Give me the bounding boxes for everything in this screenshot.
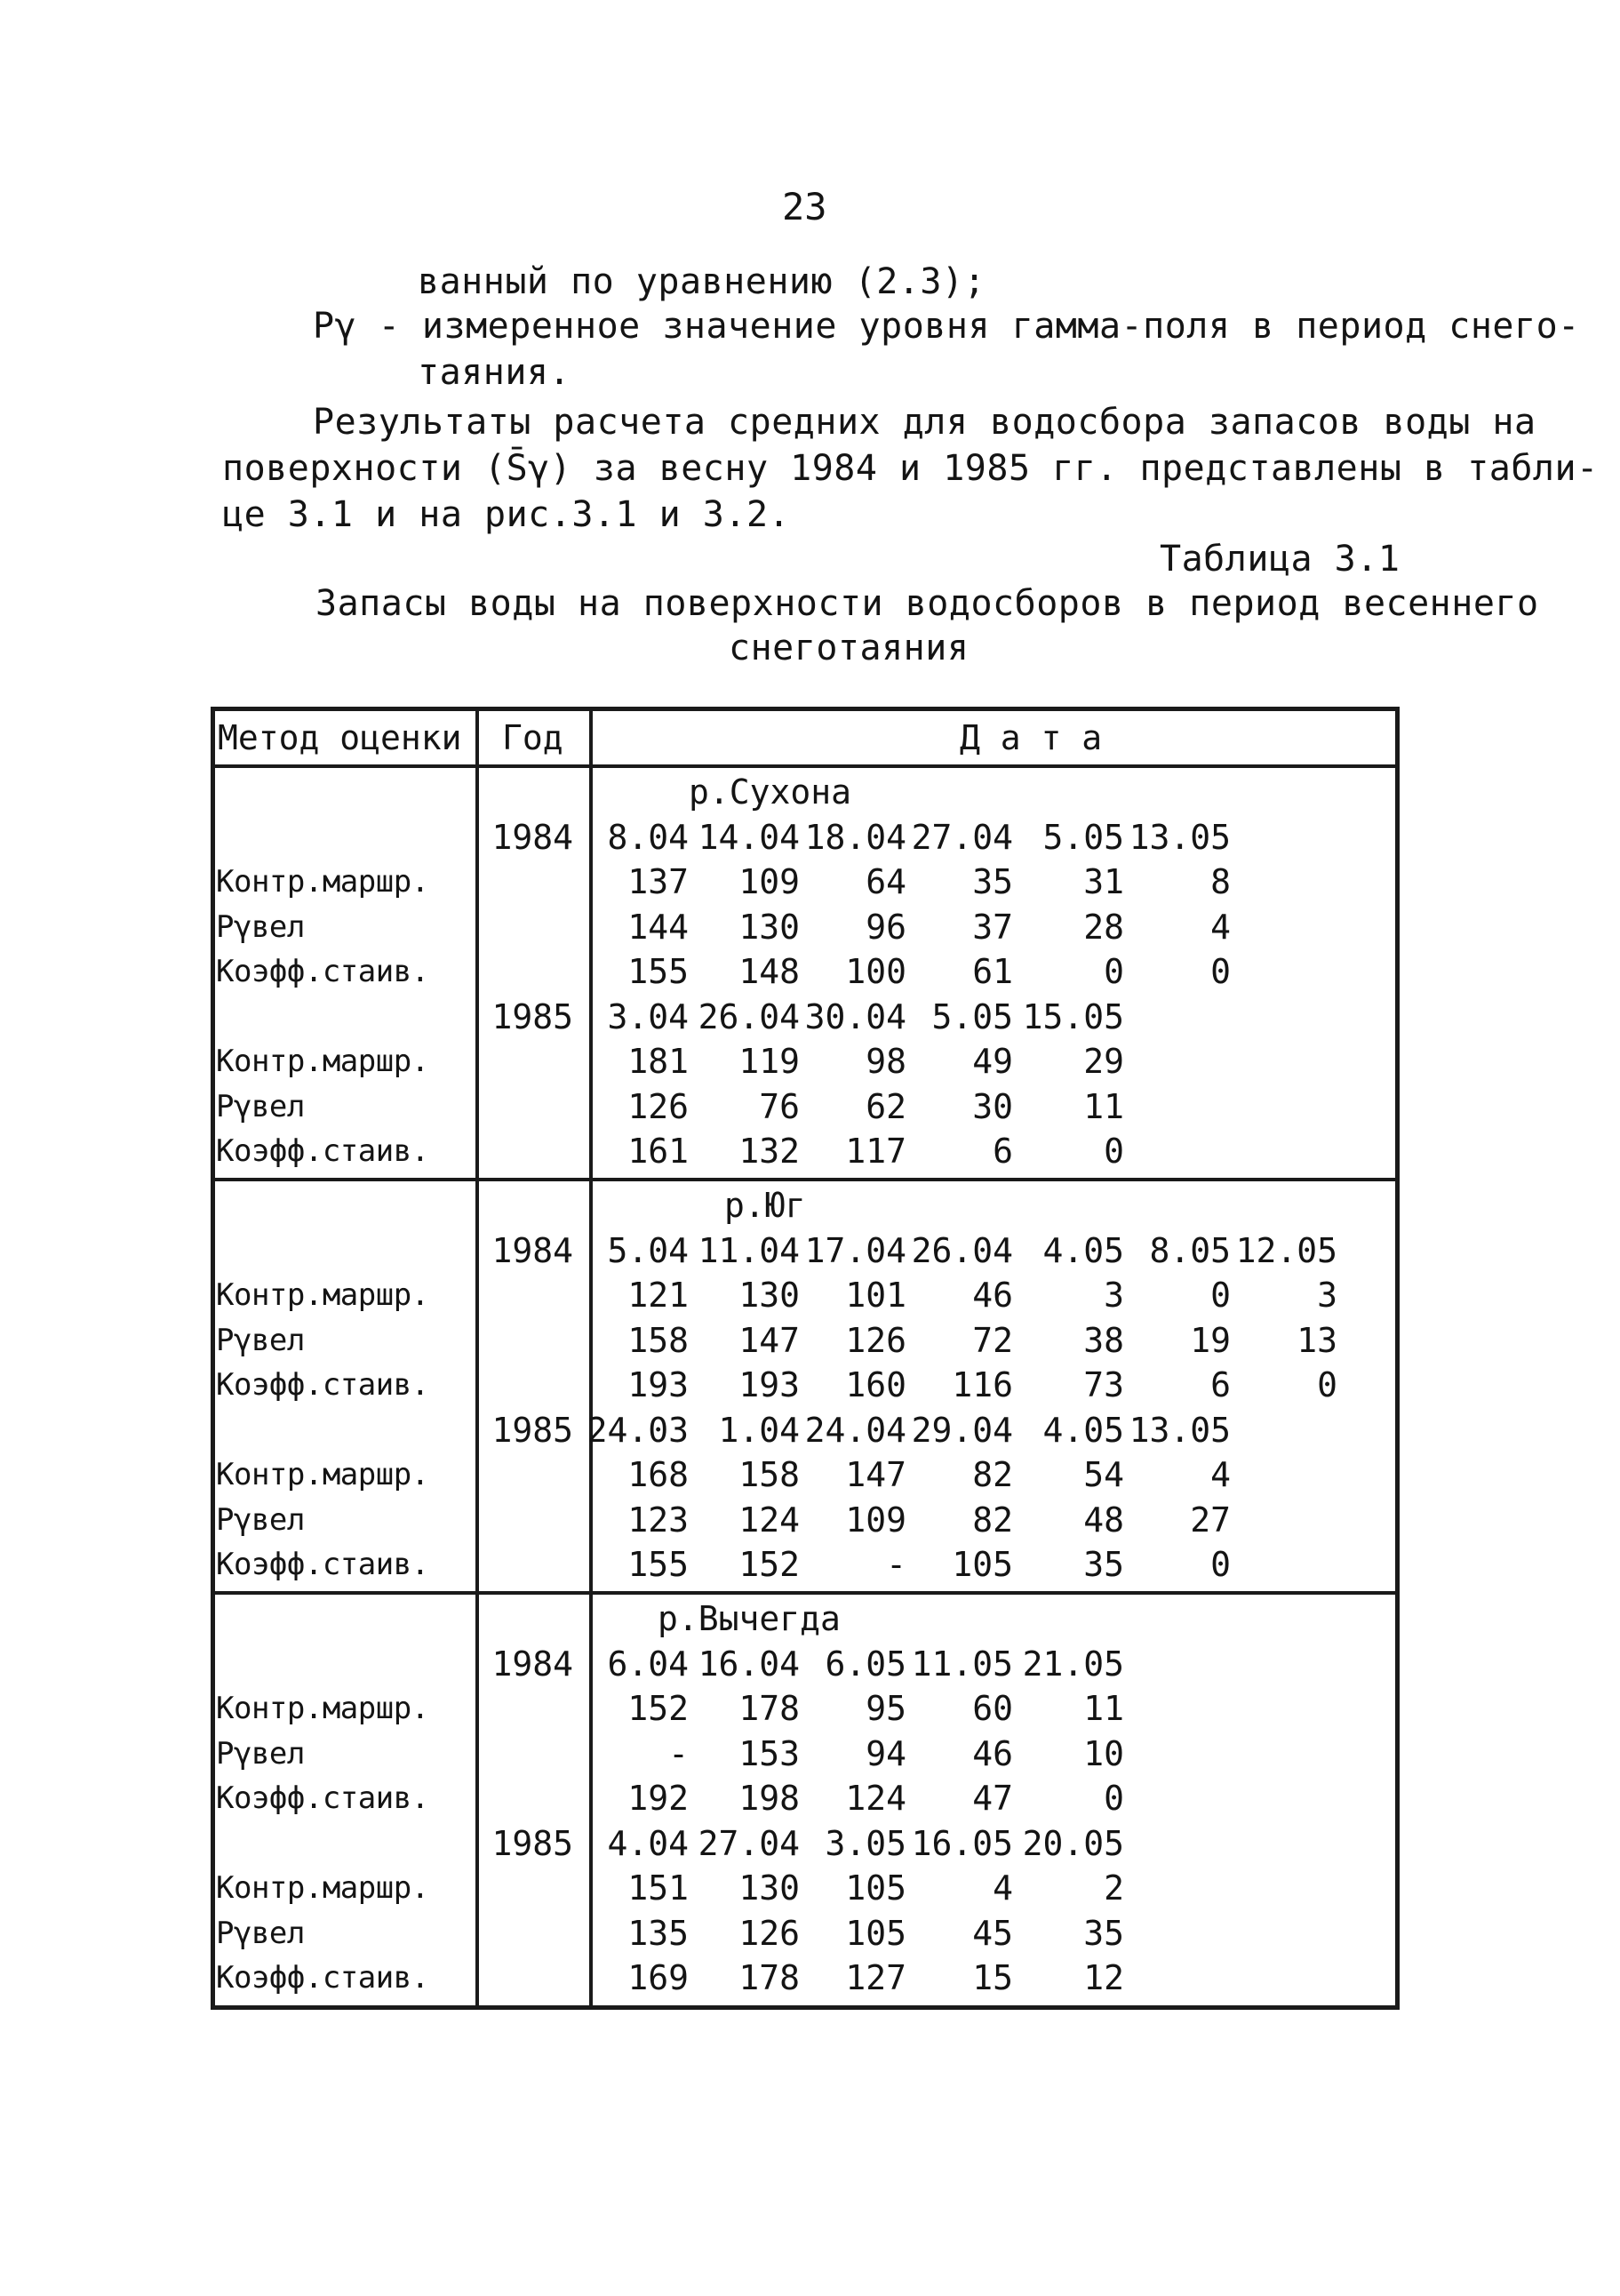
date-cell: 26.04	[698, 996, 800, 1036]
text-line: Результаты расчета средних для водосбора запасов воды на	[313, 402, 1536, 443]
value-cell: 2	[1104, 1868, 1124, 1908]
value-cell: 130	[738, 1868, 800, 1908]
value-cell: 193	[627, 1365, 689, 1404]
value-cell: 61	[972, 952, 1013, 991]
year-cell: 1985	[491, 1823, 573, 1863]
method-label: Контр.маршр.	[216, 1044, 429, 1079]
date-cell: 29.04	[911, 1410, 1013, 1450]
date-cell: 15.05	[1022, 996, 1124, 1036]
value-cell: 0	[1104, 1779, 1124, 1818]
value-cell: 158	[738, 1455, 800, 1494]
value-cell: 121	[627, 1276, 689, 1315]
value-cell: 101	[845, 1276, 906, 1315]
value-cell: 45	[972, 1913, 1013, 1953]
date-cell: 3.05	[825, 1823, 906, 1863]
date-cell: 6.04	[607, 1644, 689, 1684]
value-cell: 130	[738, 907, 800, 947]
date-cell: 5.05	[931, 996, 1013, 1036]
value-cell: 105	[845, 1913, 906, 1953]
date-cell: 4.04	[607, 1823, 689, 1863]
value-cell: 105	[952, 1545, 1013, 1584]
value-cell: 0	[1104, 952, 1124, 991]
header-method: Метод оценки	[218, 718, 462, 757]
year-cell: 1984	[491, 817, 573, 857]
value-cell: 27	[1190, 1500, 1231, 1540]
table-title-line2: снеготаяния	[729, 628, 970, 668]
value-cell: 4	[1210, 1455, 1231, 1494]
method-label: Контр.маршр.	[216, 1691, 429, 1726]
page-number: 23	[782, 185, 827, 228]
date-cell: 16.05	[911, 1823, 1013, 1863]
value-cell: 3	[1104, 1276, 1124, 1315]
value-cell: 11	[1083, 1689, 1124, 1728]
method-label: Pγвел	[216, 1915, 305, 1951]
text-line: Pγ - измеренное значение уровня гамма-поля в период снего-	[313, 306, 1580, 347]
date-cell: 16.04	[698, 1644, 800, 1684]
date-cell: 17.04	[804, 1230, 906, 1270]
river-name: р.Сухона	[689, 772, 852, 812]
value-cell: 37	[972, 907, 1013, 947]
date-cell: 8.04	[607, 817, 689, 857]
method-label: Коэфф.стаив.	[216, 1367, 429, 1403]
value-cell: 49	[972, 1042, 1013, 1081]
year-cell: 1984	[491, 1644, 573, 1684]
value-cell: 38	[1083, 1320, 1124, 1360]
value-cell: 47	[972, 1779, 1013, 1818]
value-cell: 94	[866, 1733, 906, 1773]
value-cell: 155	[627, 952, 689, 991]
value-cell: 0	[1210, 952, 1231, 991]
value-cell: 192	[627, 1779, 689, 1818]
text-line: ванный по уравнению (2.3);	[418, 261, 986, 302]
value-cell: 147	[738, 1320, 800, 1360]
method-label: Коэфф.стаив.	[216, 1960, 429, 1996]
value-cell: 132	[738, 1132, 800, 1171]
method-label: Pγвел	[216, 1501, 305, 1538]
value-cell: 105	[845, 1868, 906, 1908]
value-cell: 98	[866, 1042, 906, 1081]
value-cell: 126	[627, 1086, 689, 1126]
method-label: Коэфф.стаив.	[216, 1780, 429, 1816]
value-cell: 152	[627, 1689, 689, 1728]
date-cell: 5.05	[1042, 817, 1124, 857]
date-cell: 13.05	[1129, 1410, 1231, 1450]
text-line: це 3.1 и на рис.3.1 и 3.2.	[222, 494, 791, 535]
value-cell: 82	[972, 1455, 1013, 1494]
value-cell: 8	[1210, 862, 1231, 901]
value-cell: 0	[1104, 1132, 1124, 1171]
value-cell: 31	[1083, 862, 1124, 901]
date-cell: 27.04	[698, 1823, 800, 1863]
value-cell: 0	[1210, 1276, 1231, 1315]
value-cell: 3	[1317, 1276, 1337, 1315]
table-divider	[475, 707, 479, 2010]
date-cell: 26.04	[911, 1230, 1013, 1270]
year-cell: 1985	[491, 1410, 573, 1450]
value-cell: 109	[845, 1500, 906, 1540]
date-cell: 24.03	[587, 1410, 689, 1450]
value-cell: 124	[738, 1500, 800, 1540]
value-cell: 72	[972, 1320, 1013, 1360]
header-year: Год	[502, 718, 563, 757]
date-cell: 11.05	[911, 1644, 1013, 1684]
value-cell: 15	[972, 1958, 1013, 1997]
value-cell: 96	[866, 907, 906, 947]
value-cell: 35	[972, 862, 1013, 901]
value-cell: 147	[845, 1455, 906, 1494]
table-label: Таблица 3.1	[1160, 539, 1401, 580]
value-cell: 155	[627, 1545, 689, 1584]
value-cell: 6	[1210, 1365, 1231, 1404]
value-cell: 119	[738, 1042, 800, 1081]
value-cell: 116	[952, 1365, 1013, 1404]
date-cell: 8.05	[1149, 1230, 1231, 1270]
value-cell: 12	[1083, 1958, 1124, 1997]
value-cell: 54	[1083, 1455, 1124, 1494]
date-cell: 27.04	[911, 817, 1013, 857]
value-cell: 178	[738, 1958, 800, 1997]
table-divider	[211, 1591, 1400, 1595]
date-cell: 3.04	[607, 996, 689, 1036]
date-cell: 18.04	[804, 817, 906, 857]
value-cell: 178	[738, 1689, 800, 1728]
date-cell: 24.04	[804, 1410, 906, 1450]
value-cell: 100	[845, 952, 906, 991]
year-cell: 1985	[491, 996, 573, 1036]
river-name: р.Юг	[724, 1186, 806, 1225]
value-cell: 0	[1210, 1545, 1231, 1584]
value-cell: 148	[738, 952, 800, 991]
date-cell: 12.05	[1235, 1230, 1337, 1270]
value-cell: 6	[993, 1132, 1013, 1171]
method-label: Pγвел	[216, 908, 305, 945]
value-cell: 160	[845, 1365, 906, 1404]
value-cell: 158	[627, 1320, 689, 1360]
value-cell: 124	[845, 1779, 906, 1818]
value-cell: -	[886, 1545, 906, 1584]
value-cell: 109	[738, 862, 800, 901]
method-label: Pγвел	[216, 1088, 305, 1124]
value-cell: 35	[1083, 1545, 1124, 1584]
value-cell: 76	[759, 1086, 800, 1126]
value-cell: 46	[972, 1276, 1013, 1315]
value-cell: 29	[1083, 1042, 1124, 1081]
value-cell: 153	[738, 1733, 800, 1773]
method-label: Pγвел	[216, 1735, 305, 1772]
value-cell: 193	[738, 1365, 800, 1404]
value-cell: 11	[1083, 1086, 1124, 1126]
method-label: Коэфф.стаив.	[216, 1547, 429, 1582]
date-cell: 4.05	[1042, 1410, 1124, 1450]
date-cell: 4.05	[1042, 1230, 1124, 1270]
value-cell: 30	[972, 1086, 1013, 1126]
value-cell: 64	[866, 862, 906, 901]
value-cell: 137	[627, 862, 689, 901]
value-cell: 4	[1210, 907, 1231, 947]
value-cell: 151	[627, 1868, 689, 1908]
value-cell: 152	[738, 1545, 800, 1584]
date-cell: 14.04	[698, 817, 800, 857]
year-cell: 1984	[491, 1230, 573, 1270]
value-cell: 4	[993, 1868, 1013, 1908]
value-cell: -	[668, 1733, 689, 1773]
value-cell: 10	[1083, 1733, 1124, 1773]
date-cell: 30.04	[804, 996, 906, 1036]
value-cell: 60	[972, 1689, 1013, 1728]
method-label: Pγвел	[216, 1322, 305, 1358]
value-cell: 117	[845, 1132, 906, 1171]
method-label: Коэфф.стаив.	[216, 1133, 429, 1169]
text-line: поверхности (S̄γ) за весну 1984 и 1985 гг. представлены в табли-	[222, 448, 1599, 489]
text-line: таяния.	[418, 352, 571, 393]
method-label: Контр.маршр.	[216, 864, 429, 900]
date-cell: 13.05	[1129, 817, 1231, 857]
method-label: Коэфф.стаив.	[216, 954, 429, 989]
value-cell: 126	[845, 1320, 906, 1360]
value-cell: 144	[627, 907, 689, 947]
value-cell: 169	[627, 1958, 689, 1997]
method-label: Контр.маршр.	[216, 1870, 429, 1906]
value-cell: 181	[627, 1042, 689, 1081]
date-cell: 20.05	[1022, 1823, 1124, 1863]
header-date: Д а т а	[960, 718, 1103, 757]
value-cell: 19	[1190, 1320, 1231, 1360]
value-cell: 130	[738, 1276, 800, 1315]
value-cell: 95	[866, 1689, 906, 1728]
date-cell: 6.05	[825, 1644, 906, 1684]
table-divider	[211, 764, 1400, 768]
date-cell: 21.05	[1022, 1644, 1124, 1684]
value-cell: 161	[627, 1132, 689, 1171]
value-cell: 13	[1297, 1320, 1337, 1360]
table-divider	[211, 1178, 1400, 1181]
date-cell: 5.04	[607, 1230, 689, 1270]
table-title: Запасы воды на поверхности водосборов в период весеннего	[315, 583, 1539, 624]
value-cell: 28	[1083, 907, 1124, 947]
value-cell: 127	[845, 1958, 906, 1997]
date-cell: 11.04	[698, 1230, 800, 1270]
date-cell: 1.04	[718, 1410, 800, 1450]
value-cell: 123	[627, 1500, 689, 1540]
method-label: Контр.маршр.	[216, 1277, 429, 1313]
method-label: Контр.маршр.	[216, 1457, 429, 1492]
value-cell: 62	[866, 1086, 906, 1126]
value-cell: 46	[972, 1733, 1013, 1773]
value-cell: 135	[627, 1913, 689, 1953]
value-cell: 82	[972, 1500, 1013, 1540]
value-cell: 168	[627, 1455, 689, 1494]
value-cell: 198	[738, 1779, 800, 1818]
value-cell: 35	[1083, 1913, 1124, 1953]
value-cell: 0	[1317, 1365, 1337, 1404]
value-cell: 126	[738, 1913, 800, 1953]
river-name: р.Вычегда	[658, 1599, 841, 1638]
value-cell: 48	[1083, 1500, 1124, 1540]
value-cell: 73	[1083, 1365, 1124, 1404]
